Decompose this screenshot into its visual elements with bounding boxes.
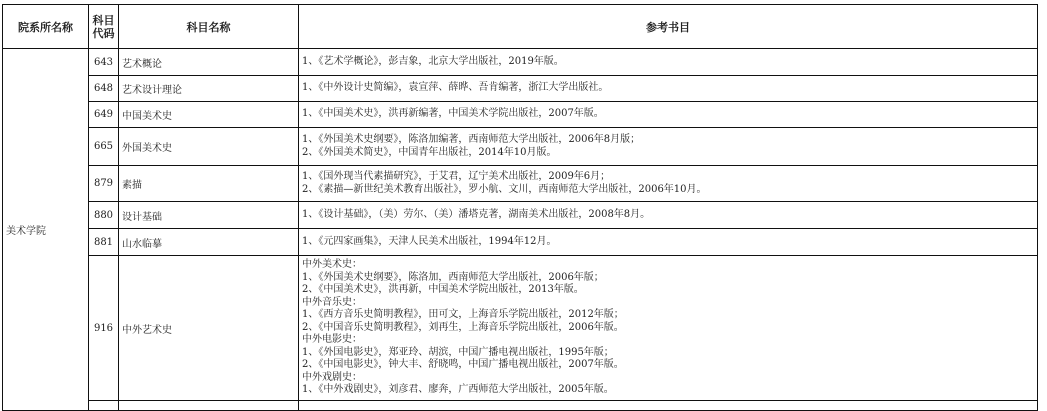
table-row [3,102,1038,128]
header-dept: 院系所名称 [3,5,89,49]
table-header [3,5,1038,49]
subject-name: 中国美术史 [119,102,299,128]
reference-table [2,4,1038,411]
header-code: 科目代码 [89,5,119,49]
subject-code: 665 [89,128,119,166]
reference-line: 1、《中国美术史》，洪再新编著，中国美术学院出版社，2007年版。 [302,108,604,120]
table-row [3,229,1038,256]
reference-line: 2、《素描—新世纪美术教育出版社》，罗小航、文川，西南师范大学出版社，2006年10月。 [302,183,707,195]
subject-code: 648 [89,76,119,102]
reference-line: 1、《西方音乐史简明教程》，田可文，上海音乐学院出版社，2012年版； [302,309,624,321]
subject-name: 艺术概论 [119,49,299,76]
subject-code: 879 [89,166,119,202]
header-refs: 参考书目 [299,5,1038,49]
reference-line: 1、《外国电影史》，郑亚玲、胡滨，中国广播电视出版社，1995年版； [302,346,614,358]
reference-line: 中外电影史： [302,334,362,346]
reference-line: 1、《设计基础》，（美）劳尔、（美）潘塔克著，湖南美术出版社，2008年8月。 [302,208,651,220]
table-row [3,202,1038,229]
subject-name: 设计基础 [119,202,299,229]
reference-books [299,49,1038,76]
subject-code: 649 [89,102,119,128]
reference-line: 中外戏剧史： [302,371,362,383]
subject-code: 881 [89,229,119,256]
header-name: 科目名称 [119,5,299,49]
reference-books [299,128,1038,166]
reference-books [299,256,1038,401]
table-row [3,128,1038,166]
dept-cell: 美术学院 [3,49,89,411]
reference-line: 2、《外国美术简史》，中国青年出版社，2014年10月版。 [302,146,557,158]
reference-books [299,229,1038,256]
reference-books [299,102,1038,128]
subject-name: 外国美术史 [119,128,299,166]
reference-line: 2、《中国美术史》，洪再新，中国美术学院出版社，2013年版。 [302,284,584,296]
reference-line: 中外美术史： [302,259,362,271]
reference-books [299,202,1038,229]
reference-books [299,166,1038,202]
reference-line: 中外音乐史： [302,296,362,308]
subject-code: 916 [89,256,119,401]
table-row [3,76,1038,102]
reference-books [299,76,1038,102]
table-row [3,166,1038,202]
reference-line: 1、《国外现当代素描研究》，于艾君，辽宁美术出版社，2009年6月； [302,171,611,182]
reference-line: 1、《外国美术史纲要》，陈洛加编著，西南师范大学出版社，2006年8月版； [302,134,641,145]
reference-line: 1、《元四家画集》，天津人民美术出版社，1994年12月。 [302,235,557,247]
reference-line: 1、《中外设计史简编》，袁宣萍、薛晔、吾肯编著，浙江大学出版社。 [302,82,609,94]
table-row [3,256,1038,401]
subject-name: 山水临摹 [119,229,299,256]
reference-line: 2、《中国音乐史简明教程》，刘再生，上海音乐学院出版社，2006年版。 [302,321,624,333]
reference-line: 2、《中国电影史》，钟大丰、舒晓鸣，中国广播电视出版社，2007年版。 [302,359,624,371]
table-row [3,49,1038,76]
reference-line: 1、《艺术学概论》，彭吉象，北京大学出版社，2019年版。 [302,55,564,67]
subject-name: 素描 [119,166,299,202]
reference-line: 1、《中外戏剧史》，刘彦君、廖奔，广西师范大学出版社，2005年版。 [302,384,614,396]
subject-name: 中外艺术史 [119,256,299,401]
table-row [3,401,1038,411]
subject-name: 艺术设计理论 [119,76,299,102]
reference-line: 1、《外国美术史纲要》，陈洛加，西南师范大学出版社，2006年版； [302,271,604,283]
subject-code: 643 [89,49,119,76]
subject-code: 880 [89,202,119,229]
